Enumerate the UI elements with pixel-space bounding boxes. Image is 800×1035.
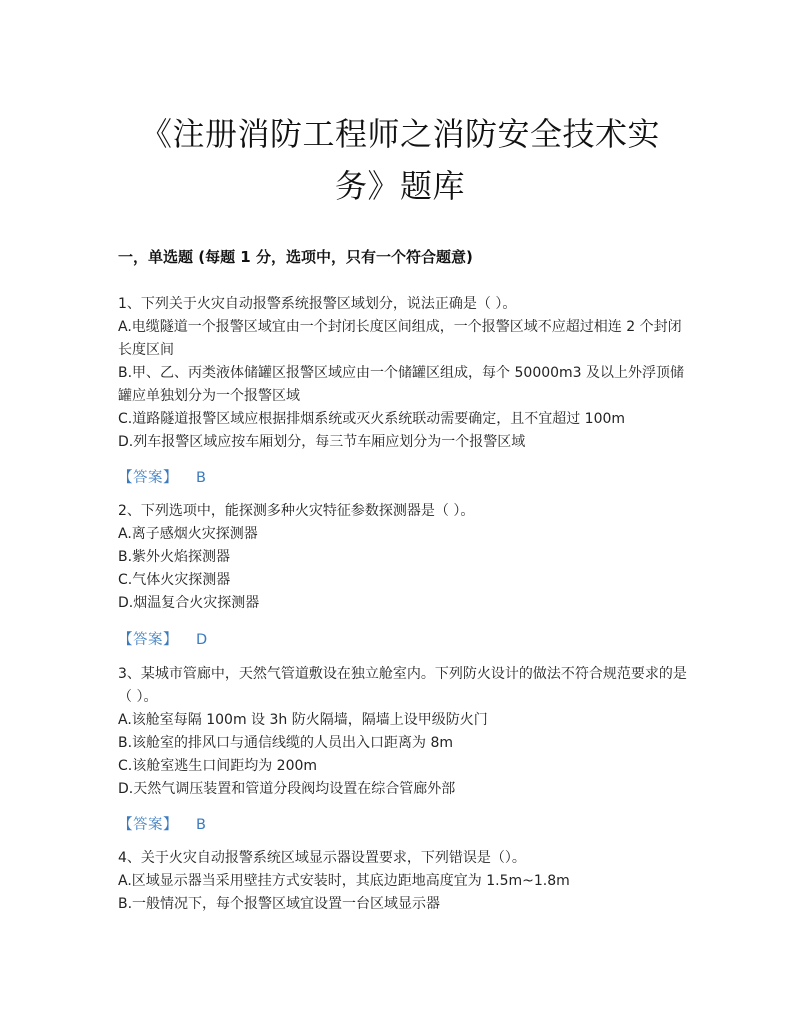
option-a: A.离子感烟火灾探测器 (118, 526, 258, 542)
question-stem: 1、下列关于火灾自动报警系统报警区域划分，说法正确是（ ）。 (118, 296, 517, 312)
option-b: B.该舱室的排风口与通信线缆的人员出入口距离为 8m (118, 735, 454, 751)
question-stem: 4、关于火灾自动报警系统区域显示器设置要求，下列错误是（）。 (118, 850, 526, 866)
answer-1 (118, 466, 206, 487)
answer-3 (118, 813, 206, 834)
document-title (100, 108, 700, 212)
answer-label: 【答案】 (118, 470, 178, 486)
option-a: A.该舱室每隔 100m 设 3h 防火隔墙，隔墙上设甲级防火门 (118, 712, 488, 728)
section-heading: 一，单选题 (每题 1 分，选项中，只有一个符合题意) (118, 248, 473, 266)
option-a: A.电缆隧道一个报警区域宜由一个封闭长度区间组成，一个报警区域不应超过相连 2 个封闭长度区间 (118, 319, 682, 358)
question-2 (118, 500, 688, 615)
option-a: A.区域显示器当采用壁挂方式安装时，其底边距地高度宜为 1.5m~1.8m (118, 873, 570, 889)
option-b: B.一般情况下，每个报警区域宜设置一台区域显示器 (118, 896, 441, 912)
answer-value: B (196, 817, 207, 833)
option-b: B.紫外火焰探测器 (118, 549, 231, 565)
option-b: B.甲、乙、丙类液体储罐区报警区域应由一个储罐区组成，每个 50000m3 及以上外浮顶储罐应单独划分为一个报警区域 (118, 365, 685, 404)
option-d: D.烟温复合火灾探测器 (118, 595, 260, 611)
option-c: C.道路隧道报警区域应根据排烟系统或灭火系统联动需要确定，且不宜超过 100m (118, 411, 626, 427)
title-line-2: 务》题库 (334, 167, 465, 205)
question-1 (118, 293, 688, 454)
option-c: C.该舱室逃生口间距均为 200m (118, 758, 318, 774)
option-d: D.列车报警区域应按车厢划分，每三节车厢应划分为一个报警区域 (118, 434, 526, 450)
question-3 (118, 663, 688, 801)
answer-2 (118, 628, 208, 649)
title-line-1: 《注册消防工程师之消防安全技术实 (139, 115, 660, 153)
answer-value: B (196, 470, 207, 486)
answer-label: 【答案】 (118, 817, 178, 833)
option-c: C.气体火灾探测器 (118, 572, 231, 588)
question-4 (118, 847, 688, 916)
answer-value: D (196, 632, 208, 648)
question-stem: 3、某城市管廊中，天然气管道敷设在独立舱室内。下列防火设计的做法不符合规范要求的是（ ）。 (118, 666, 687, 705)
option-d: D.天然气调压装置和管道分段阀均设置在综合管廊外部 (118, 781, 456, 797)
question-stem: 2、下列选项中，能探测多种火灾特征参数探测器是（ ）。 (118, 503, 475, 519)
answer-label: 【答案】 (118, 632, 178, 648)
